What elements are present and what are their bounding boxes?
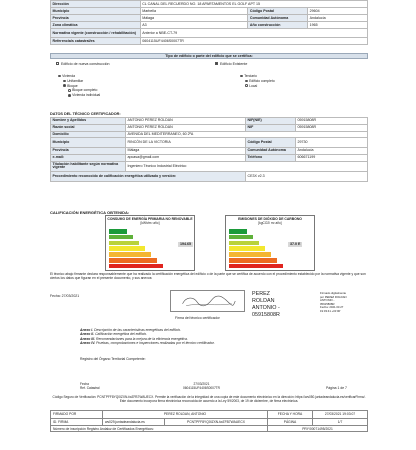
table-value: 606671199 [296, 155, 368, 162]
table-label: NIF(NIE) [246, 118, 296, 125]
consumption-title: CONSUMO DE ENERGÍA PRIMARIA NO RENOVABLE [107, 217, 193, 221]
tree-item[interactable]: Bloque completo [58, 88, 100, 93]
rating-bar-e [109, 252, 151, 257]
tree-item[interactable]: Edificio completo [240, 79, 275, 84]
rating-bar-c [229, 241, 259, 246]
footer-values: 27/03/2021 0604115UF4406S0007TR [183, 382, 220, 390]
table-value: Anterior a NBE-CT-79 [140, 29, 367, 38]
rating-bar-a [109, 229, 127, 234]
radio-icon[interactable] [245, 84, 248, 87]
page-number: Página 1 de 7 [326, 386, 347, 390]
rating-bar-c [109, 241, 139, 246]
registry-label: Registro del Órgano Territorial Competente: [80, 357, 146, 361]
emissions-value: 37.0 E [290, 242, 301, 246]
tree-item[interactable]: Vivienda individual [58, 93, 100, 98]
table-value: 29604 [308, 8, 368, 15]
rating-bar-b [109, 235, 133, 240]
table-label: Procedimiento reconocido de calificación energética utilizado y versión: [51, 171, 246, 181]
building-data-table [50, 0, 368, 45]
signature-date: Fecha: 27/03/2021 [50, 294, 80, 298]
table-row [51, 118, 368, 125]
table-row [51, 148, 368, 155]
table-value: RINCÓN DE LA VICTORIA [126, 138, 246, 148]
tree-item[interactable]: Terciario [240, 74, 275, 79]
signature-icon [171, 291, 244, 311]
table-value: Málaga [140, 15, 248, 22]
table-label: Municipio [51, 138, 126, 148]
building-type-options [50, 60, 368, 67]
rating-bar-b [229, 235, 253, 240]
table-value: 1965 [308, 22, 368, 29]
table-label: Dirección [51, 1, 141, 8]
list-item: Anexo IV. Pruebas, comprobaciones e inspecciones realizadas por el técnico certificador. [80, 341, 215, 346]
emissions-title: EMISIONES DE DIÓXIDO DE CARBONO [238, 217, 302, 221]
rating-section-title: CALIFICACIÓN ENERGÉTICA OBTENIDA: [50, 210, 130, 215]
table-value: ANTONIO PÉREZ ROLDÁN [126, 118, 246, 125]
tree-item[interactable]: Unifamiliar [58, 79, 100, 84]
table-row [51, 8, 368, 15]
table-label: Provincia [51, 148, 126, 155]
rating-bar-f [229, 258, 277, 263]
verification-notice: Código Seguro de Verificación: PCNTPFF8YQ0IZXN-fwZFB7WAUECX. Permite la verificación de la integridad de una copia de este documento electrónico en la dirección: https://ws050.juntadeandalucia.es/verificarFirma/. Este documento incorpora firma electrónica reconocida de acuerdo a la Ley 59/2003, de 19 de diciembre, de firma electrónica. [52, 395, 366, 403]
checkbox-checked-icon[interactable] [215, 62, 218, 65]
table-value: 0604115UF4406S0007TR [140, 37, 367, 44]
table-row [51, 29, 368, 38]
handwritten-signature [170, 290, 245, 312]
declaration-paragraph: El técnico abajo firmante declara responsablemente que ha realizado la certificación energética del edificio o de la parte que se certifica de acuerdo con el procedimiento establecido por la normativa vigente y que son ciertos los datos que figuran en el presente documento, y sus anexos: [50, 272, 366, 281]
table-value: Marbella [140, 8, 248, 15]
table-row: Número de inscripción Registro Andaluz de Certificados Energéticos: PRY/00071495/2021 [51, 426, 368, 432]
table-label: Comunidad Autónoma [248, 15, 308, 22]
table-row [51, 22, 368, 29]
list-item: Anexo II. Calificación energética del edificio. [80, 332, 148, 337]
footer-labels: Fecha Ref. Catastral [80, 382, 100, 390]
tree-item[interactable]: Vivienda [58, 74, 100, 79]
table-label: Normativa vigente (construcción / rehabilitación) [51, 29, 141, 38]
table-row [51, 124, 368, 131]
tertiary-tree [240, 74, 275, 88]
signature-info-table [50, 410, 368, 432]
checkbox-icon[interactable] [56, 62, 59, 65]
table-value: ANTONIO PÉREZ ROLDÁN [126, 124, 246, 131]
table-label: Titulación habilitante según normativa vigente [51, 161, 126, 171]
table-row: FIRMADO POR PEREZ ROLDAN, ANTONIO FECHA Y HORA 27/03/2021 19:03:07 [51, 411, 368, 419]
table-label: Zona climática [51, 22, 141, 29]
table-label: Comunidad Autónoma [246, 148, 296, 155]
digital-signature-details: Firmado digitalmente por PEREZ ROLDAN ANTONIO - 05915808R Fecha: 2021.03.27 19:03:41 +01'00' [320, 291, 347, 313]
table-label: Año construcción [248, 22, 308, 29]
radio-icon[interactable] [68, 89, 71, 92]
emissions-rating-box [225, 215, 315, 271]
list-item: Anexo I. Descripción de las características energéticas del edificio. [80, 328, 182, 332]
consumption-unit: [kWh/m² año] [140, 221, 160, 225]
radio-icon[interactable] [240, 75, 243, 78]
emissions-unit: [kgCO2/ m² año] [258, 221, 282, 225]
table-row [51, 138, 368, 148]
radio-checked-icon[interactable] [68, 94, 71, 97]
table-label: Código Postal [248, 8, 308, 15]
tree-item[interactable]: Local [240, 84, 275, 89]
table-value: 05915808R [296, 118, 368, 125]
table-value: Ingeniero Técnico Industrial Eléctrico [126, 161, 368, 171]
rating-bar-e [229, 252, 271, 257]
table-label: Domicilio [51, 131, 126, 138]
signature-caption: Firma del técnico certificador [175, 316, 220, 320]
digital-signer-name: PEREZ ROLDAN ANTONIO - 05915808R [252, 291, 280, 318]
table-value: apcasa@gmail.com [126, 155, 246, 162]
table-value: 29730 [296, 138, 368, 148]
radio-checked-icon[interactable] [58, 75, 61, 78]
list-item: Anexo III. Recomendaciones para la mejora de la eficiencia energética. [80, 336, 188, 341]
table-row [51, 15, 368, 22]
option-label: Edificio de nueva construcción [61, 61, 110, 66]
radio-icon[interactable] [63, 80, 66, 83]
table-row [51, 37, 368, 44]
radio-checked-icon[interactable] [63, 84, 66, 87]
rating-bar-a [229, 229, 247, 234]
table-value: CE3X v2.3 [246, 171, 368, 181]
table-label: Referencia/s catastral/es [51, 37, 141, 44]
technician-section-title: DATOS DEL TÉCNICO CERTIFICADOR: [50, 112, 121, 116]
technician-table [50, 117, 368, 182]
table-label: Código Postal [246, 138, 296, 148]
consumption-value: 194.65 [180, 242, 191, 246]
table-value: CL CANAL DEL RECUERDO NO. 18 APARTAMENTOS EL GOLF APT 15 [140, 1, 367, 8]
table-value: AVENIDA DEL MEDITERRANEO, 60 2ºA [126, 131, 368, 138]
table-label: Municipio [51, 8, 141, 15]
rating-bar-d [229, 246, 265, 251]
consumption-rating-box [105, 215, 195, 271]
table-value: Málaga [126, 148, 246, 155]
rating-bar-d [109, 246, 145, 251]
residential-tree [58, 74, 100, 98]
rating-bar-g [109, 264, 163, 269]
table-row: ID. FIRMA ws029.juntadeandalucia.es PCNTPFF8YQ0IZXN-fwZFB7WAUECX PÁGINA 1/7 [51, 418, 368, 426]
rating-bar-f [109, 258, 157, 263]
table-label: Provincia [51, 15, 141, 22]
table-row [51, 171, 368, 181]
table-label: Razón social [51, 124, 126, 131]
table-value: Andalucía [308, 15, 368, 22]
table-label: Teléfono [246, 155, 296, 162]
table-value: A3 [140, 22, 248, 29]
option-label: Edificio Existente [220, 61, 248, 66]
table-row [51, 131, 368, 138]
option-new-building[interactable] [50, 62, 209, 66]
table-label: e-mail: [51, 155, 126, 162]
annex-list [80, 328, 215, 346]
table-value: Andalucía [296, 148, 368, 155]
table-label: NIF [246, 124, 296, 131]
rating-bar-g [229, 264, 283, 269]
table-label: Nombre y Apellidos [51, 118, 126, 125]
table-row [51, 161, 368, 171]
radio-icon[interactable] [245, 80, 248, 83]
table-row [51, 155, 368, 162]
option-existing-building[interactable] [209, 62, 368, 66]
building-type-title: Tipo de edificio o parte del edificio que se certifica: [50, 53, 368, 59]
table-value: 05915808R [296, 124, 368, 131]
tree-item[interactable]: Bloque [58, 84, 100, 89]
table-row [51, 1, 368, 8]
